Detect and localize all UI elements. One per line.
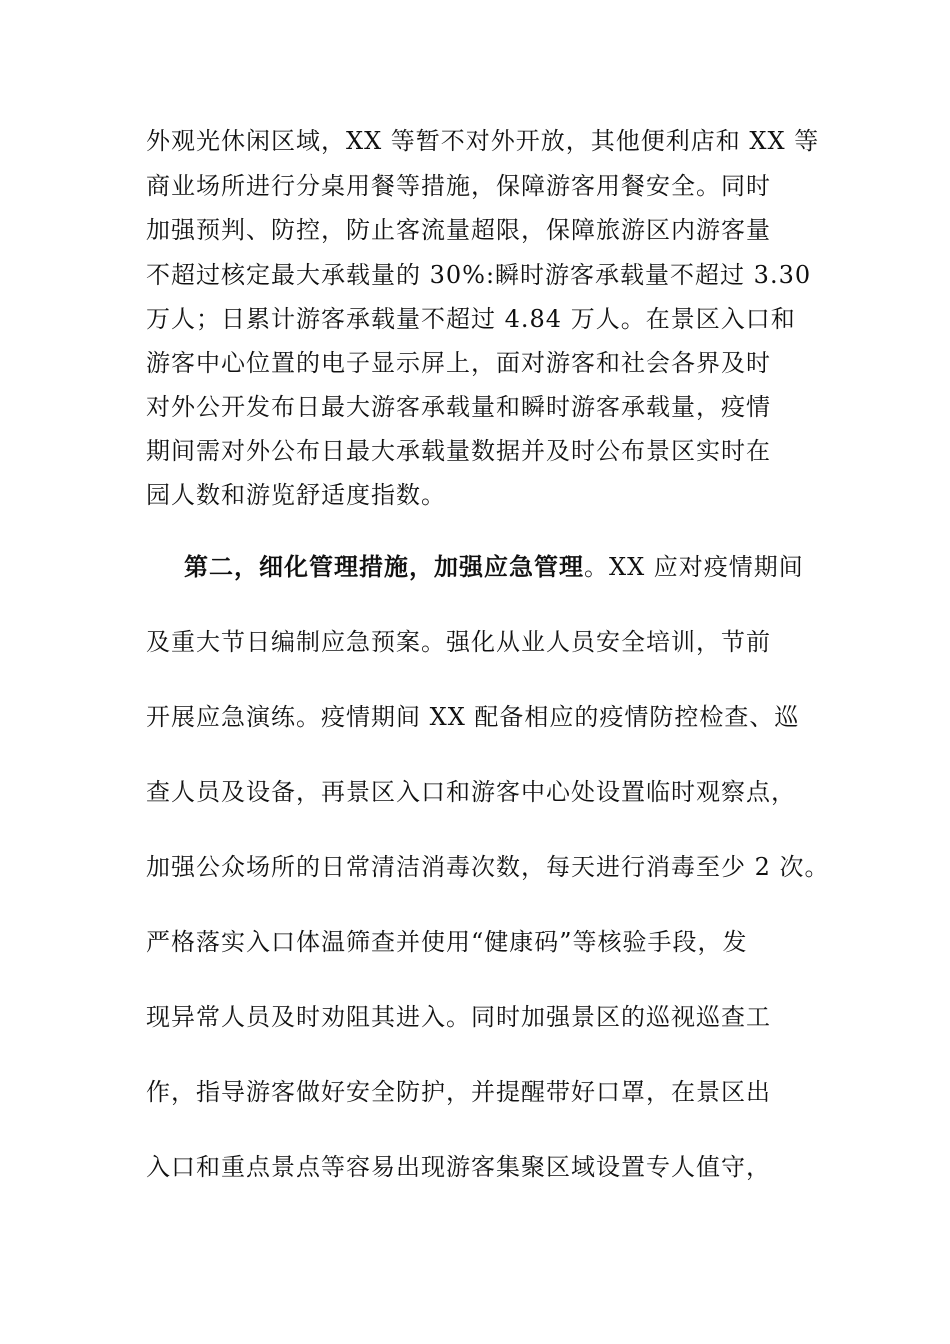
text-line: 开展应急演练。疫情期间 XX 配备相应的疫情防控检查、巡: [146, 703, 800, 731]
paragraph-first-line: [184, 552, 804, 582]
text-line: 查人员及设备，再景区入口和游客中心处设置临时观察点，: [146, 778, 796, 806]
text-line: 加强预判、防控，防止客流量超限，保障旅游区内游客量: [146, 216, 771, 244]
text-line: 游客中心位置的电子显示屏上，面对游客和社会各界及时: [146, 349, 771, 377]
text-line: 现异常人员及时劝阻其进入。同时加强景区的巡视巡查工: [146, 1003, 771, 1031]
text-line: 万人；日累计游客承载量不超过 4.84 万人。在景区入口和: [146, 305, 796, 333]
text-line: 对外公开发布日最大游客承载量和瞬时游客承载量，疫情: [146, 393, 771, 421]
text-line: 期间需对外公布日最大承载量数据并及时公布景区实时在: [146, 437, 771, 465]
text-line: 不超过核定最大承载量的 30%:瞬时游客承载量不超过 3.30: [146, 261, 812, 289]
text-line: 加强公众场所的日常清洁消毒次数，每天进行消毒至少 2 次。: [146, 853, 830, 881]
heading-continuation: 。XX 应对疫情期间: [584, 553, 804, 581]
text-line: 及重大节日编制应急预案。强化从业人员安全培训，节前: [146, 628, 771, 656]
text-line: 入口和重点景点等容易出现游客集聚区域设置专人值守，: [146, 1153, 771, 1181]
text-line: 外观光休闲区域，XX 等暂不对外开放，其他便利店和 XX 等: [146, 127, 820, 155]
text-line: 严格落实入口体温筛查并使用“健康码”等核验手段，发: [146, 928, 748, 956]
text-line: 作，指导游客做好安全防护，并提醒带好口罩，在景区出: [146, 1078, 771, 1106]
section-heading: 第二，细化管理措施，加强应急管理: [184, 552, 584, 581]
text-line: 园人数和游览舒适度指数。: [146, 481, 446, 509]
text-line: 商业场所进行分桌用餐等措施，保障游客用餐安全。同时: [146, 172, 771, 200]
